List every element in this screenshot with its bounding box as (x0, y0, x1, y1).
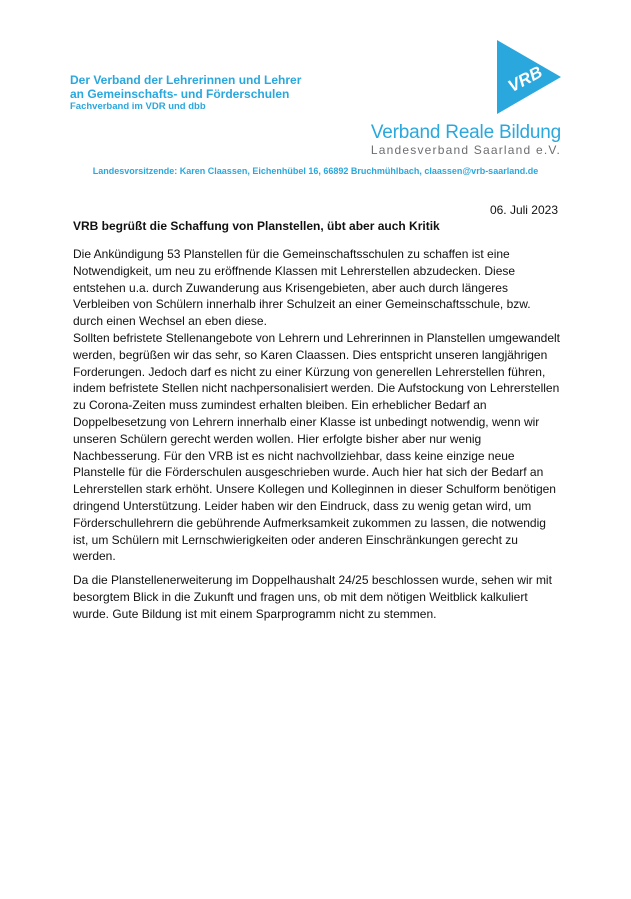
org-line-2: an Gemeinschafts- und Förderschulen (70, 87, 290, 101)
paragraph-2: Sollten befristete Stellenangebote von Lehrern und Lehrerinnen in Planstellen umgewandelt werden, begrüßen wir das sehr, so Karen Claassen. Dies entspricht unseren langjährigen Forderungen. Jedoch darf es nicht zu einer Kürzung von generellen Lehrerstellen führen, indem befristete Stellen nicht nachpersonalisiert werden. Die Aufstockung von Lehrerstellen zu Corona-Zeiten muss zumindest erhalten bleiben. Ein erheblicher Bedarf an Doppelbesetzung von Lehrern innerhalb einer Klasse ist unbedingt notwendig, wenn wir unseren Schülern gerecht werden wollen. Hier erfolgte bisher aber nur wenig Nachbesserung. Für den VRB ist es nicht nachvollziehbar, dass keine einzige neue Planstelle für die Förderschulen ausgeschrieben wurde. Auch hier hat sich der Bedarf an Lehrerstellen stark erhöht. Unsere Kollegen und Kolleginnen in dieser Schulform benötigen dringend Unterstützung. Leider haben wir den Eindruck, dass zu wenig getan wird, um Förderschullehrern die gebührende Aufmerksamkeit zukommen zu lassen, die notwendig ist, um Schülern mit Lernschwierigkeiten oder anderen Einschränkungen gerecht zu werden. (73, 330, 561, 564)
vrb-logo (497, 40, 561, 114)
letter-title: VRB begrüßt die Schaffung von Planstellen, übt aber auch Kritik (73, 219, 440, 233)
paragraph-3: Da die Planstellenerweiterung im Doppelhaushalt 24/25 beschlossen wurde, sehen wir mit besorgtem Blick in die Zukunft und fragen uns, ob mit dem nötigen Weitblick kalkuliert wurde. Gute Bildung ist mit einem Sparprogramm nicht zu stemmen. (73, 573, 552, 621)
brand-subtitle: Landesverband Saarland e.V. (370, 143, 561, 157)
paragraph-1: Die Ankündigung 53 Planstellen für die Gemeinschaftsschulen zu schaffen ist eine Notwendigkeit, um neu zu eröffnende Klassen mit Lehrerstellen abzudecken. Diese entstehen u.a. durch Zuwanderung aus Krisengebieten, aber auch durch längeres Verbleiben von Schülern innerhalb ihrer Schulzeit an einer Gemeinschaftsschule, bzw. durch einen Wechsel an eben diese. (73, 247, 531, 329)
brand-block (371, 122, 561, 157)
letter-body (73, 246, 563, 623)
logo-text: VRB (504, 62, 546, 97)
contact-line: Landesvorsitzende: Karen Claassen, Eichenhübel 16, 66892 Bruchmühlbach, claassen@vrb-saarland.de (92, 166, 539, 176)
org-subtitle: Fachverband im VDR und dbb (70, 101, 206, 112)
letter-date: 06. Juli 2023 (489, 203, 558, 217)
organization-header (70, 73, 301, 113)
brand-name: Verband Reale Bildung (370, 122, 561, 143)
org-line-1: Der Verband der Lehrerinnen und Lehrer (70, 73, 302, 87)
